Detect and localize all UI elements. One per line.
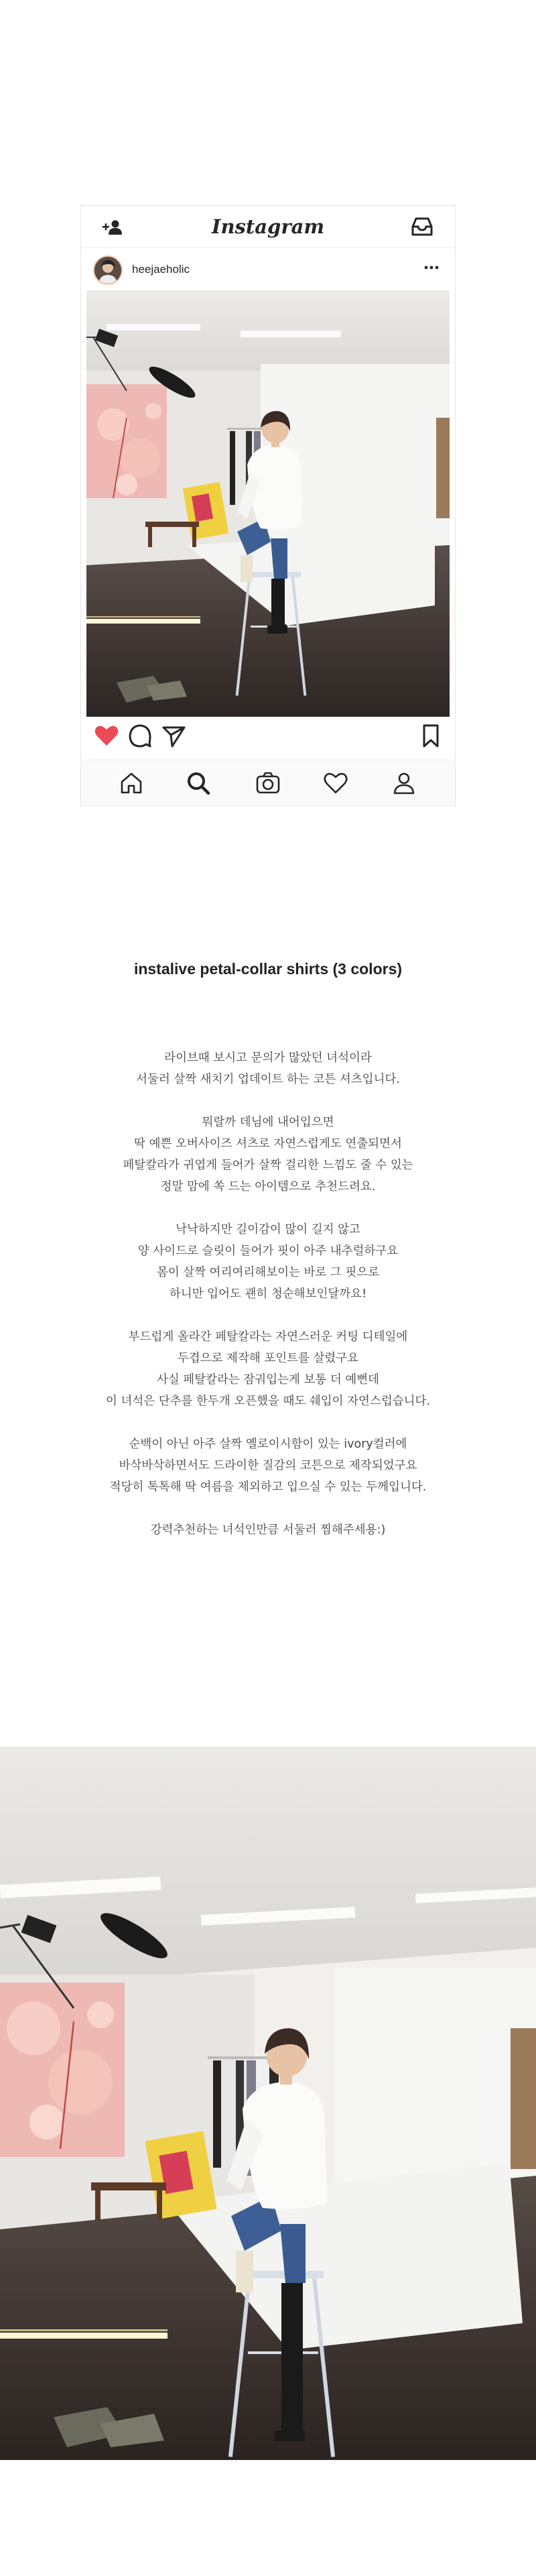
description-line: 순백이 아닌 아주 살짝 옐로이시함이 있는 ivory컬러에: [129, 1438, 407, 1451]
description-line: 뭐랄까 데님에 내어입으면: [202, 1116, 334, 1129]
description-line: 적당히 톡톡해 딱 여름을 제외하고 입으실 수 있는 두께입니다.: [109, 1480, 427, 1494]
post-header: [81, 247, 455, 290]
description-line: 양 사이드로 슬릿이 들어가 핏이 아주 내추럴하구요: [137, 1244, 399, 1258]
description-line: 페탈칼라가 귀엽게 들어가 살짝 걸리한 느낌도 줄 수 있는: [123, 1159, 413, 1172]
instagram-post-card: [80, 205, 456, 806]
product-description: [0, 1047, 536, 1562]
description-paragraph: [0, 1519, 536, 1541]
more-icon[interactable]: [421, 262, 442, 273]
description-line: 강력추천하는 녀석인만큼 서둘러 찜해주세용:): [150, 1523, 386, 1537]
send-icon[interactable]: [160, 722, 187, 749]
description-line: 바삭바삭하면서도 드라이한 질감의 코튼으로 제작되었구요: [119, 1459, 417, 1472]
search-icon[interactable]: [185, 770, 212, 797]
description-line: 정말 맘에 쏙 드는 아이템으로 추천드려요.: [160, 1180, 376, 1193]
description-line: 서둘러 살짝 새치기 업데이트 하는 코튼 셔츠입니다.: [136, 1073, 400, 1086]
instagram-top-bar: [81, 206, 455, 248]
description-paragraph: [0, 1219, 536, 1305]
post-photo[interactable]: [86, 290, 450, 717]
description-line: 하니만 입어도 괜히 청순해보인달까요!: [169, 1287, 367, 1301]
heart-icon[interactable]: [322, 770, 349, 797]
post-actions: [81, 722, 455, 754]
description-line: 몸이 살짝 여리여리해보이는 바로 그 핏으로: [156, 1266, 380, 1279]
bottom-tab-bar: [81, 760, 455, 805]
description-paragraph: [0, 1433, 536, 1498]
description-paragraph: [0, 1112, 536, 1197]
description-line: 부드럽게 올라간 페탈칼라는 자연스러운 커팅 디테일에: [128, 1330, 408, 1344]
description-paragraph: [0, 1326, 536, 1412]
product-photo: [0, 1747, 536, 2460]
home-icon[interactable]: [118, 770, 145, 797]
profile-icon[interactable]: [391, 770, 417, 797]
heart-filled-icon[interactable]: [93, 722, 120, 749]
description-line: 라이브때 보시고 문의가 많았던 녀석이라: [164, 1051, 372, 1065]
username[interactable]: heejaeholic: [132, 263, 190, 276]
description-line: 사실 페탈칼라는 잠궈입는게 보통 더 예뻔데: [156, 1373, 380, 1387]
instagram-logo: Instagram: [211, 215, 325, 238]
comment-icon[interactable]: [127, 722, 153, 749]
description-line: 딱 예쁜 오버사이즈 셔츠로 자연스럽게도 연출되면서: [134, 1137, 402, 1151]
camera-icon[interactable]: [255, 770, 281, 797]
description-line: 두겹으로 제작해 포인트를 살렸구요: [177, 1352, 359, 1365]
avatar[interactable]: [93, 255, 123, 285]
bookmark-icon[interactable]: [417, 722, 444, 749]
description-paragraph: [0, 1047, 536, 1090]
description-line: 이 녀석은 단추를 한두개 오픈했을 때도 쉐입이 자연스럽습니다.: [105, 1395, 431, 1408]
product-title: instalive petal-collar shirts (3 colors): [133, 960, 403, 978]
description-line: 낙낙하지만 길이감이 많이 길지 않고: [176, 1223, 360, 1236]
inbox-icon[interactable]: [411, 217, 433, 236]
